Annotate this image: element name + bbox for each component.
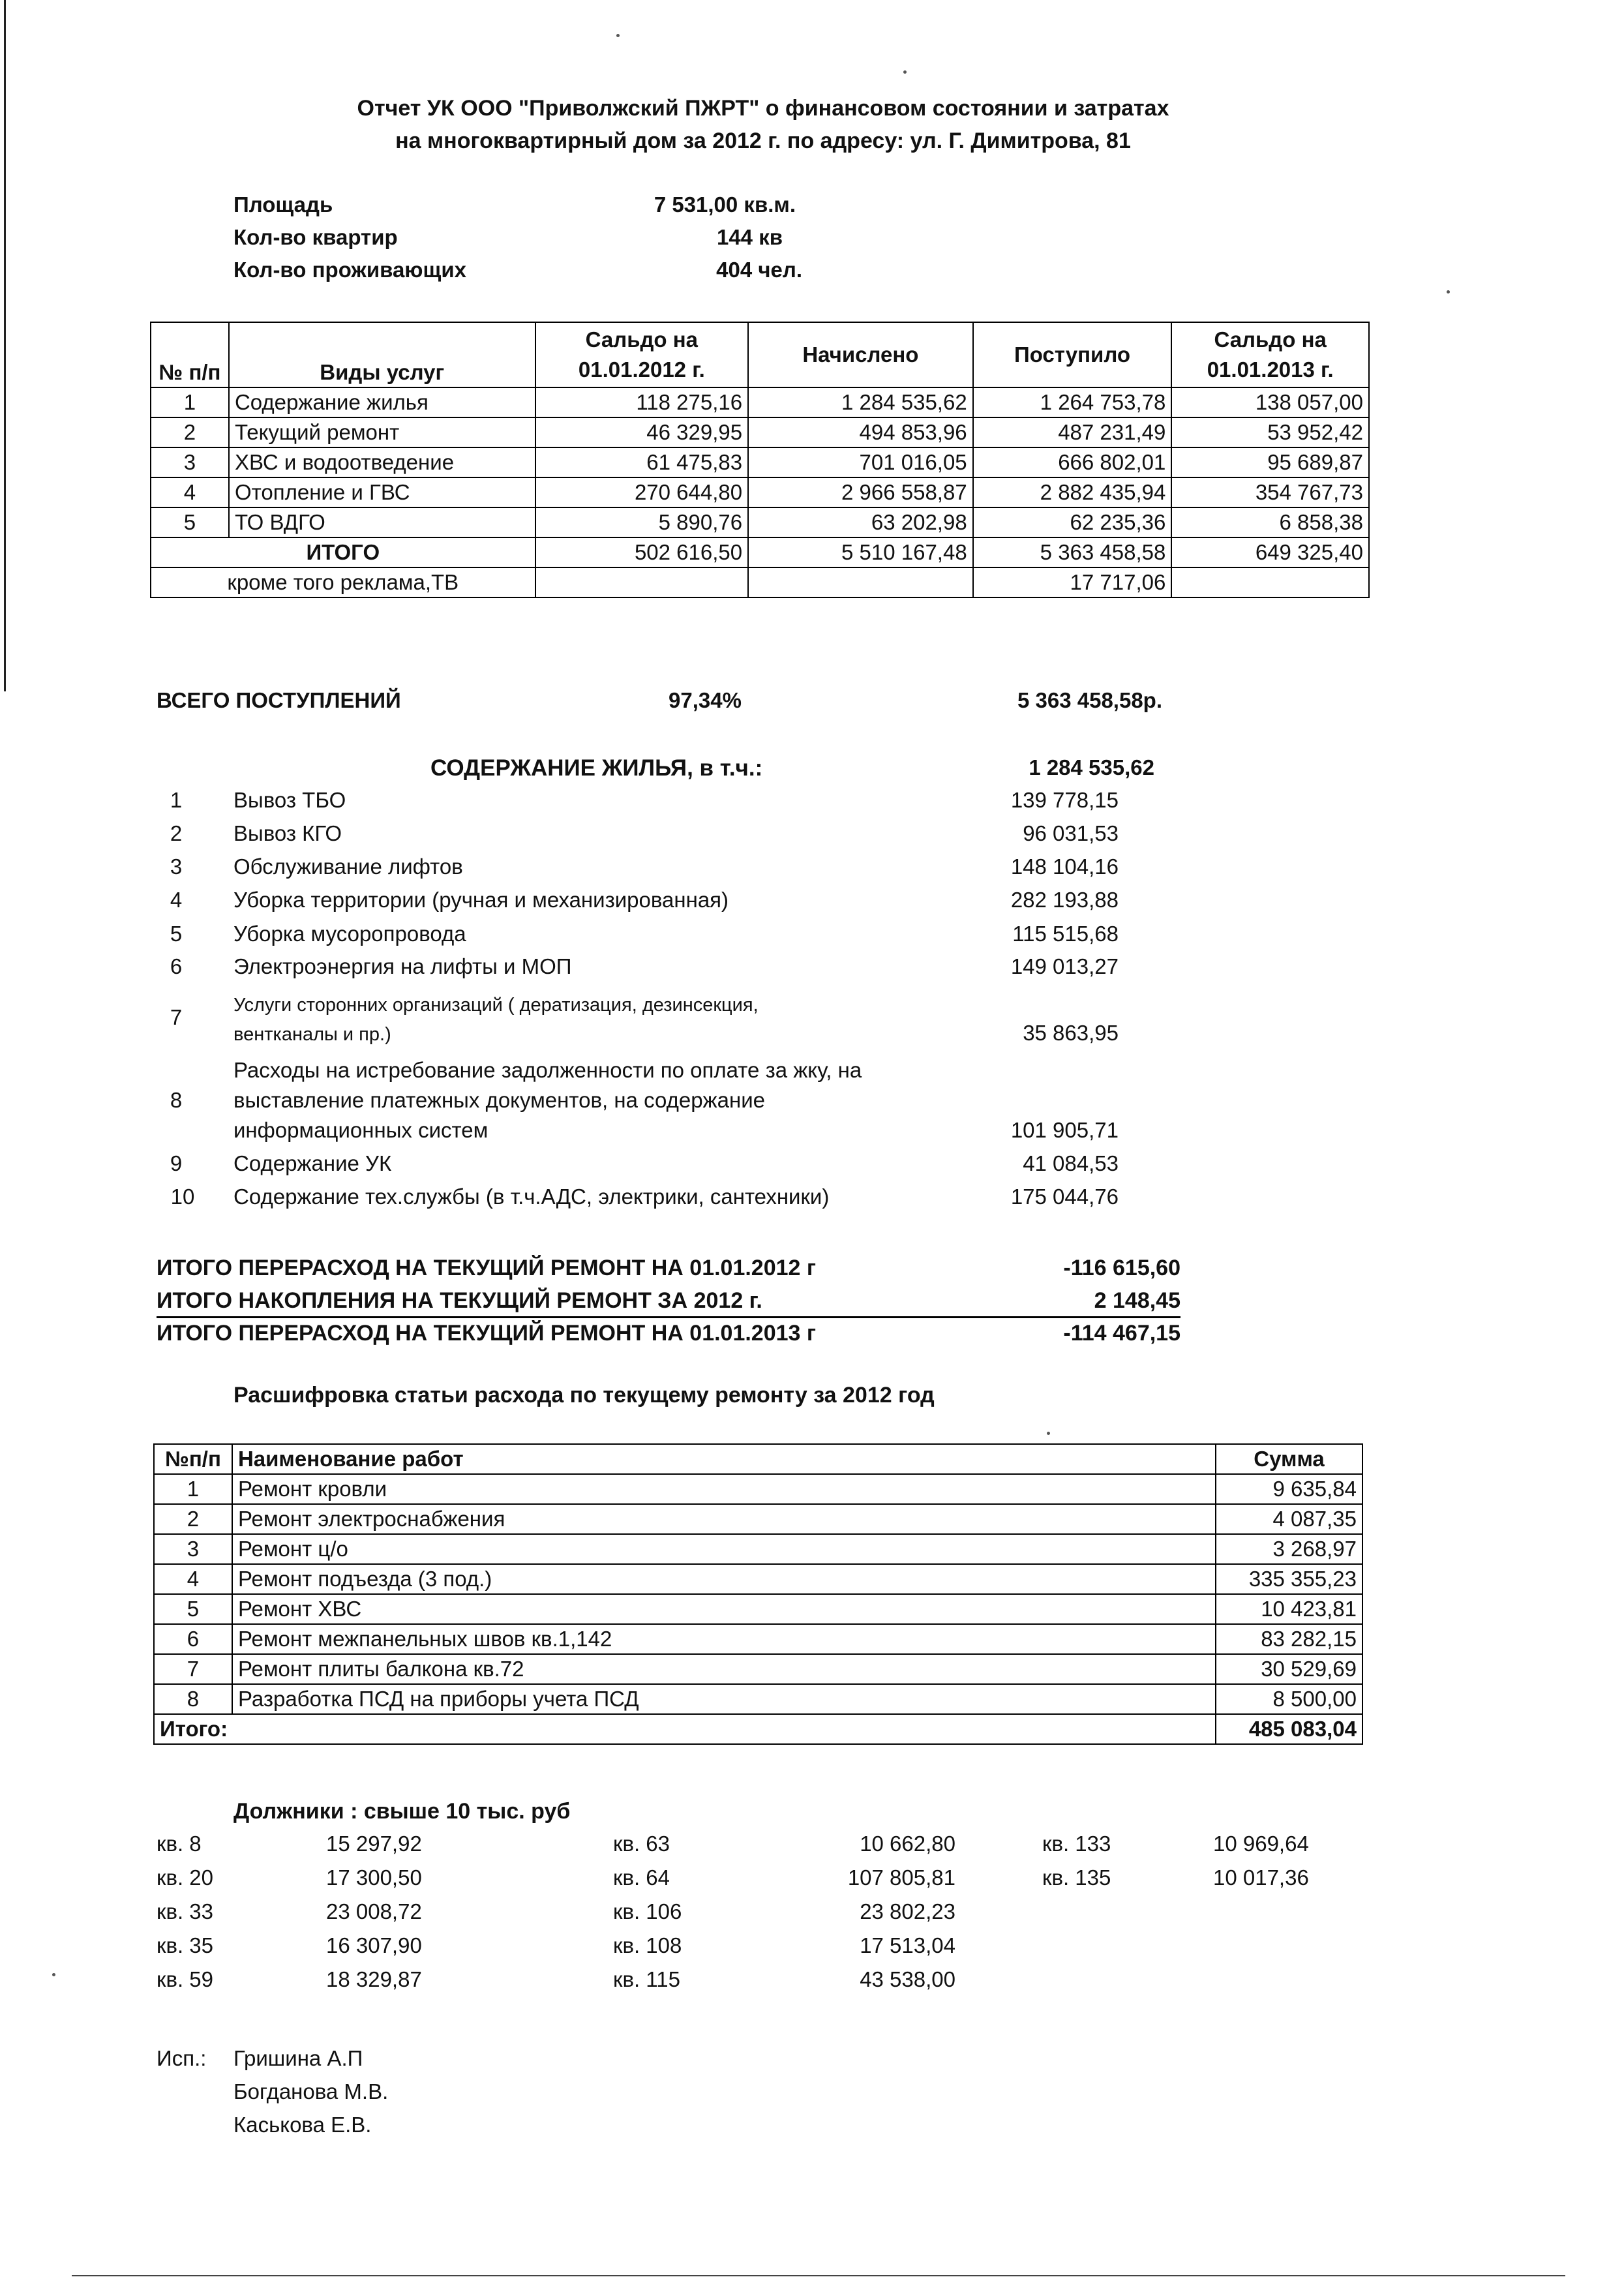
debtor-apt: кв. 33	[157, 1899, 214, 1923]
cell-service: ТО ВДГО	[229, 507, 535, 537]
debtor-apt: кв. 133	[1042, 1832, 1111, 1856]
summary-value: -114 467,15	[1063, 1321, 1180, 1346]
debtor-amount: 10 017,36	[1213, 1865, 1309, 1890]
debtor-apt: кв. 106	[613, 1899, 682, 1923]
summary-label: ИТОГО ПЕРЕРАСХОД НА ТЕКУЩИЙ РЕМОНТ НА 01.01.2013 г	[157, 1321, 817, 1346]
debtor-amount: 10 969,64	[1213, 1832, 1309, 1856]
header-charged: Начислено	[748, 322, 973, 387]
cell-num: 8	[154, 1684, 232, 1714]
cell-saldo-start: 46 329,95	[535, 417, 749, 447]
header-num: № п/п	[151, 322, 229, 387]
total-receipts-label: ВСЕГО ПОСТУПЛЕНИЙ	[157, 688, 401, 712]
total-charged: 5 510 167,48	[748, 537, 973, 567]
cell-num: 3	[151, 447, 229, 477]
cell-work: Ремонт электроснабжения	[232, 1504, 1216, 1534]
cell-service: Содержание жилья	[229, 387, 535, 417]
cell-sum: 83 282,15	[1216, 1624, 1362, 1654]
table-extra-row	[151, 567, 1369, 597]
table-row	[151, 447, 1369, 477]
table-row	[151, 417, 1369, 447]
cell-num: 4	[151, 477, 229, 507]
cell-saldo-start: 61 475,83	[535, 447, 749, 477]
empty-cell	[748, 567, 973, 597]
item-text: Уборка мусоропровода	[233, 922, 466, 946]
debtor-amount: 17 513,04	[860, 1933, 955, 1957]
table-row	[154, 1564, 1362, 1594]
item-num: 4	[170, 888, 183, 912]
cell-saldo-start: 270 644,80	[535, 477, 749, 507]
table-row	[154, 1624, 1362, 1654]
info-label: Кол-во квартир	[233, 225, 398, 249]
table-row	[151, 507, 1369, 537]
cell-received: 666 802,01	[973, 447, 1172, 477]
info-value: 404 чел.	[716, 258, 802, 282]
debtor-apt: кв. 135	[1042, 1865, 1111, 1890]
report-title-line1: Отчет УК ООО "Приволжский ПЖРТ" о финансовом состоянии и затратах	[357, 96, 1169, 121]
item-value: 115 515,68	[1012, 922, 1119, 946]
cell-service: Отопление и ГВС	[229, 477, 535, 507]
table-row	[154, 1594, 1362, 1624]
cell-charged: 2 966 558,87	[748, 477, 973, 507]
summary-row	[157, 1256, 1180, 1281]
executors-label: Исп.:	[157, 2046, 207, 2070]
extra-label: кроме того реклама,ТВ	[151, 567, 535, 597]
cell-received: 62 235,36	[973, 507, 1172, 537]
empty-cell	[1171, 567, 1369, 597]
debtor-amount: 107 805,81	[847, 1865, 955, 1890]
debtor-amount: 43 538,00	[860, 1967, 955, 1991]
debtor-apt: кв. 108	[613, 1933, 682, 1957]
summary-row	[157, 1288, 1180, 1314]
info-label: Кол-во проживающих	[233, 258, 466, 282]
housing-heading: СОДЕРЖАНИЕ ЖИЛЬЯ, в т.ч.:	[430, 755, 763, 781]
item-text: Уборка территории (ручная и механизированная)	[233, 888, 729, 912]
item-value: 41 084,53	[1023, 1151, 1119, 1175]
cell-num: 1	[154, 1474, 232, 1504]
debtor-apt: кв. 59	[157, 1967, 214, 1991]
cell-work: Разработка ПСД на приборы учета ПСД	[232, 1684, 1216, 1714]
debtors-heading: Должники : свыше 10 тыс. руб	[233, 1799, 571, 1824]
cell-work: Ремонт плиты балкона кв.72	[232, 1654, 1216, 1684]
table-row	[154, 1654, 1362, 1684]
debtor-amount: 16 307,90	[326, 1933, 422, 1957]
cell-num: 6	[154, 1624, 232, 1654]
item-text: Вывоз КГО	[233, 821, 342, 845]
cell-num: 4	[154, 1564, 232, 1594]
cell-sum: 335 355,23	[1216, 1564, 1362, 1594]
cell-num: 2	[151, 417, 229, 447]
cell-work: Ремонт ц/о	[232, 1534, 1216, 1564]
info-value: 144 кв	[716, 225, 783, 249]
cell-charged: 1 284 535,62	[748, 387, 973, 417]
cell-sum: 8 500,00	[1216, 1684, 1362, 1714]
scan-dot	[1447, 290, 1450, 294]
cell-charged: 63 202,98	[748, 507, 973, 537]
item-num: 3	[170, 854, 183, 879]
empty-cell	[535, 567, 749, 597]
executor-name: Богданова М.В.	[233, 2079, 389, 2104]
cell-received: 1 264 753,78	[973, 387, 1172, 417]
item-text-line: вентканалы и пр.)	[233, 1024, 391, 1045]
cell-saldo-end: 53 952,42	[1171, 417, 1369, 447]
cell-num: 5	[151, 507, 229, 537]
debtor-apt: кв. 8	[157, 1832, 202, 1856]
item-num: 1	[170, 788, 183, 812]
cell-sum: 10 423,81	[1216, 1594, 1362, 1624]
cell-saldo-end: 138 057,00	[1171, 387, 1369, 417]
item-value: 175 044,76	[1010, 1184, 1119, 1209]
cell-saldo-end: 354 767,73	[1171, 477, 1369, 507]
item-value: 101 905,71	[1010, 1118, 1119, 1142]
table-header-row	[151, 322, 1369, 387]
header-num: №п/п	[154, 1444, 232, 1474]
item-text-line: Услуги сторонних организаций ( дератизация, дезинсекция,	[233, 995, 759, 1016]
total-label: ИТОГО	[151, 537, 535, 567]
table-row	[151, 477, 1369, 507]
debtor-apt: кв. 20	[157, 1865, 214, 1890]
header-saldo-start: Сальдо на 01.01.2012 г.	[535, 322, 749, 387]
cell-work: Ремонт подъезда (3 под.)	[232, 1564, 1216, 1594]
total-saldo-end: 649 325,40	[1171, 537, 1369, 567]
item-num: 6	[170, 954, 183, 978]
cell-sum: 3 268,97	[1216, 1534, 1362, 1564]
summary-value: 2 148,45	[1094, 1288, 1180, 1313]
header-work: Наименование работ	[232, 1444, 1216, 1474]
debtor-apt: кв. 115	[613, 1967, 680, 1991]
total-sum: 485 083,04	[1216, 1714, 1362, 1744]
item-num: 7	[170, 1005, 183, 1029]
table-row	[154, 1474, 1362, 1504]
item-text-line: выставление платежных документов, на содержание	[233, 1088, 765, 1112]
total-label: Итого:	[154, 1714, 1216, 1744]
cell-service: Текущий ремонт	[229, 417, 535, 447]
cell-num: 7	[154, 1654, 232, 1684]
item-text: Обслуживание лифтов	[233, 854, 463, 879]
cell-work: Ремонт ХВС	[232, 1594, 1216, 1624]
cell-sum: 4 087,35	[1216, 1504, 1362, 1534]
cell-service: ХВС и водоотведение	[229, 447, 535, 477]
table-header-row	[154, 1444, 1362, 1474]
table-total-row	[151, 537, 1369, 567]
services-table	[150, 322, 1370, 598]
item-value: 96 031,53	[1023, 821, 1119, 845]
cell-num: 2	[154, 1504, 232, 1534]
extra-received: 17 717,06	[973, 567, 1172, 597]
header-service: Виды услуг	[229, 322, 535, 387]
info-label: Площадь	[233, 192, 333, 217]
header-sum: Сумма	[1216, 1444, 1362, 1474]
cell-saldo-end: 6 858,38	[1171, 507, 1369, 537]
item-text-line: Расходы на истребование задолженности по оплате за жку, на	[233, 1058, 862, 1082]
item-value: 148 104,16	[1010, 854, 1119, 879]
cell-num: 3	[154, 1534, 232, 1564]
report-title-line2: на многоквартирный дом за 2012 г. по адресу: ул. Г. Димитрова, 81	[395, 128, 1131, 153]
scan-dot	[1047, 1432, 1050, 1435]
debtor-apt: кв. 63	[613, 1832, 670, 1856]
debtor-amount: 23 008,72	[326, 1899, 422, 1923]
item-num: 9	[170, 1151, 183, 1175]
item-num: 2	[170, 821, 183, 845]
summary-value: -116 615,60	[1063, 1256, 1180, 1280]
summary-underline	[157, 1316, 1180, 1318]
scan-dot	[616, 34, 620, 37]
item-num: 5	[170, 922, 183, 946]
item-value: 35 863,95	[1023, 1021, 1119, 1045]
cell-sum: 9 635,84	[1216, 1474, 1362, 1504]
debtor-amount: 10 662,80	[860, 1832, 955, 1856]
item-text: Вывоз ТБО	[233, 788, 346, 812]
cell-work: Ремонт кровли	[232, 1474, 1216, 1504]
item-text-line: информационных систем	[233, 1118, 489, 1142]
debtor-amount: 18 329,87	[326, 1967, 422, 1991]
debtor-amount: 15 297,92	[326, 1832, 422, 1856]
table-row	[154, 1504, 1362, 1534]
scan-bottom-line	[72, 2275, 1565, 2276]
debtor-apt: кв. 35	[157, 1933, 214, 1957]
item-num: 10	[170, 1184, 195, 1209]
scan-dot	[903, 70, 907, 74]
debtor-amount: 17 300,50	[326, 1865, 422, 1890]
executor-name: Гришина А.П	[233, 2046, 363, 2070]
item-num: 8	[170, 1088, 183, 1112]
repair-table	[153, 1443, 1363, 1745]
cell-saldo-start: 118 275,16	[535, 387, 749, 417]
item-value: 282 193,88	[1010, 888, 1119, 912]
table-row	[154, 1684, 1362, 1714]
total-received: 5 363 458,58	[973, 537, 1172, 567]
cell-sum: 30 529,69	[1216, 1654, 1362, 1684]
cell-charged: 701 016,05	[748, 447, 973, 477]
cell-received: 487 231,49	[973, 417, 1172, 447]
summary-label: ИТОГО НАКОПЛЕНИЯ НА ТЕКУЩИЙ РЕМОНТ ЗА 2012 г.	[157, 1288, 762, 1313]
table-row	[151, 387, 1369, 417]
item-text: Содержание тех.службы (в т.ч.АДС, электрики, сантехники)	[233, 1184, 830, 1209]
debtor-apt: кв. 64	[613, 1865, 670, 1890]
total-receipts-value: 5 363 458,58р.	[1017, 688, 1163, 712]
header-received: Поступило	[973, 322, 1172, 387]
cell-num: 5	[154, 1594, 232, 1624]
table-row	[154, 1534, 1362, 1564]
item-value: 149 013,27	[1010, 954, 1119, 978]
repair-caption: Расшифровка статьи расхода по текущему ремонту за 2012 год	[233, 1383, 935, 1408]
housing-total: 1 284 535,62	[1029, 755, 1154, 779]
summary-row	[157, 1321, 1180, 1346]
item-text: Содержание УК	[233, 1151, 392, 1175]
cell-charged: 494 853,96	[748, 417, 973, 447]
header-saldo-end: Сальдо на 01.01.2013 г.	[1171, 322, 1369, 387]
cell-received: 2 882 435,94	[973, 477, 1172, 507]
cell-saldo-start: 5 890,76	[535, 507, 749, 537]
table-total-row	[154, 1714, 1362, 1744]
cell-saldo-end: 95 689,87	[1171, 447, 1369, 477]
scan-dot	[52, 1973, 55, 1976]
item-text: Электроэнергия на лифты и МОП	[233, 954, 572, 978]
total-receipts-percent: 97,34%	[669, 688, 742, 712]
executor-name: Каськова Е.В.	[233, 2113, 372, 2137]
debtor-amount: 23 802,23	[860, 1899, 955, 1923]
total-saldo-start: 502 616,50	[535, 537, 749, 567]
cell-work: Ремонт межпанельных швов кв.1,142	[232, 1624, 1216, 1654]
cell-num: 1	[151, 387, 229, 417]
info-value: 7 531,00 кв.м.	[654, 192, 796, 217]
item-value: 139 778,15	[1010, 788, 1119, 812]
summary-label: ИТОГО ПЕРЕРАСХОД НА ТЕКУЩИЙ РЕМОНТ НА 01.01.2012 г	[157, 1256, 817, 1280]
